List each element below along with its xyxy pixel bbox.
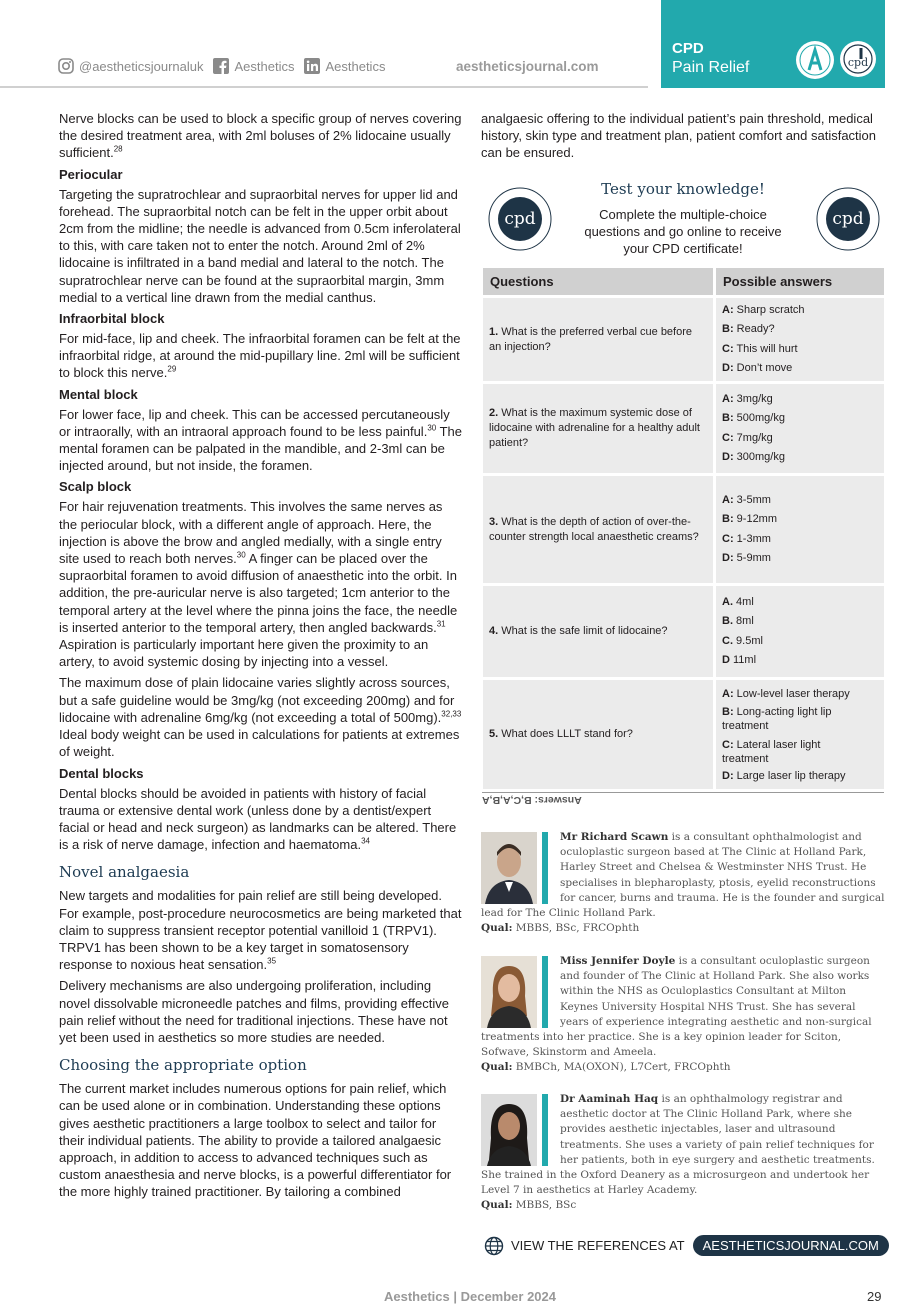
answers-cell: [716, 677, 884, 789]
section-banner: [661, 0, 885, 88]
heading-choosing: Choosing the appropriate option: [59, 1056, 307, 1075]
answer-option: A: Low-level laser therapy: [722, 688, 850, 700]
answer-option: D 11ml: [722, 654, 757, 666]
answer-option: D: Don’t move: [722, 362, 793, 374]
answer-option: A: Sharp scratch: [722, 303, 805, 316]
seal-text: cpd: [832, 209, 864, 229]
paragraph: Dental blocks should be avoided in patients with history of facial trauma or extensive dental work (unless done by a dentist/expert facial or head and neck surgeon) as landmarks can be altered. There is a risk of nerve damage, infection and haematoma.$^{34}$: [59, 785, 457, 853]
footer-magazine: Aesthetics | December 2024: [383, 1289, 556, 1304]
references-url[interactable]: AESTHETICSJOURNAL.COM: [693, 1235, 889, 1256]
avatar: [481, 956, 537, 1028]
paragraph: Targeting the supratrochlear and supraorbital nerves for upper lid and forehead. The supraorbital notch can be felt in the upper orbit about 2cm from the midline; the needle is advanced from 0.5cm inferolateral to this, with care taken not to enter the notch. Around 2ml of 2% lidocaine is infiltrated in a band medial and lateral to the notch. The supratrochlear nerve can be found at the supraorbital margin, 3mm medial to a vertical line drawn from the medial canthus.: [59, 186, 461, 305]
subheading-dental: Dental blocks: [59, 765, 144, 781]
table-row: [483, 295, 884, 381]
author-bio: [481, 830, 885, 936]
page-number: 29: [867, 1289, 882, 1304]
approved-seal-icon: [795, 40, 835, 80]
quiz-title: Test your knowledge!: [601, 180, 765, 198]
answers-cell: [716, 295, 884, 381]
answer-option: C: Lateral laser light treatment: [722, 738, 821, 765]
instagram-icon: [58, 58, 74, 74]
header-divider: [0, 86, 648, 88]
answer-option: A. 4ml: [722, 595, 754, 608]
table-row: [483, 677, 884, 789]
paragraph: Delivery mechanisms are also undergoing proliferation, including novel dissolvable microneedle patches and films, providing effective pain relief without the need for traditional injections. These have not yet been used in aesthetics so more studies are needed.: [59, 978, 449, 1045]
question-cell: 2. What is the maximum systemic dose of lidocaine with adrenaline for a healthy adult patient?: [483, 381, 716, 473]
qual-label: Qual:: [481, 1061, 513, 1074]
author-name: Mr Richard Scawn: [560, 831, 669, 843]
author-description: is a consultant oculoplastic surgeon and founder of The Clinic at Holland Park. She also works within the NHS as Oculoplastics Consultant at Milton Keynes University Hospital NHS Trust. She has several years of experience integrating aesthetic and non-surgical treatments into her practice. She is a key opinion leader for Sciton, Sofwave, Skinstorm and Ameela.: [481, 955, 872, 1059]
subheading-infraorbital: Infraorbital block: [59, 311, 165, 327]
author-name: Miss Jennifer Doyle: [560, 955, 676, 967]
author-description: is an ophthalmology registrar and aesthetic doctor at The Clinic Holland Park, where she provides aesthetic injectables, laser and ultrasound treatments. She uses a variety of pain relief techniques for her patients, both in eye surgery and aesthetic treatments. She trained in the Oxford Deanery as a microsurgeon and undertook her Level 7 in aesthetics at Harley Academy.: [481, 1093, 875, 1197]
paragraph: The maximum dose of plain lidocaine varies slightly across sources, but a safe guideline would be 3mg/kg (not exceeding 200mg) and for lidocaine with adrenaline 6mg/kg (not exceeding a total of 500mg).$^{32,33}$ Ideal body weight can be used in calculations for patients at extremes of weight.: [59, 675, 462, 760]
answers-cell: [716, 381, 884, 473]
answer-option: D: Large laser lip therapy: [722, 769, 846, 782]
seal-text: cpd: [847, 56, 869, 69]
paragraph: For lower face, lip and cheek. This can be accessed percutaneously or intraorally, with an intraoral approach found to be less painful.$^{30}$ The mental foramen can be palpated in the mandible, and 2-3ml can be injected around, but not inside, the foramen.: [59, 406, 462, 474]
answer-option: B. 8ml: [722, 615, 754, 627]
answer-option: B: 500mg/kg: [722, 412, 785, 424]
answer-option: D: 300mg/kg: [722, 451, 785, 463]
answer-option: B: 9-12mm: [722, 513, 778, 525]
subheading-mental: Mental block: [59, 386, 138, 402]
author-qualifications: BMBCh, MA(OXON), L7Cert, FRCOphth: [512, 1061, 731, 1074]
table-row: [483, 583, 884, 677]
paragraph: Nerve blocks can be used to block a specific group of nerves covering the desired treatment area, with 2ml boluses of 2% lidocaine usually sufficient.$^{28}$: [59, 111, 462, 161]
instagram-handle: @aestheticsjournaluk: [79, 58, 204, 74]
author-name: Dr Aaminah Haq: [560, 1093, 659, 1105]
answer-option: C: This will hurt: [722, 342, 798, 355]
answer-option: C. 9.5ml: [722, 634, 763, 647]
social-links: [58, 58, 395, 74]
quiz-subtitle: Complete the multiple-choice questions and go online to receive your CPD certificate!: [584, 207, 782, 256]
left-column: [59, 110, 463, 1205]
paragraph: New targets and modalities for pain relief are still being developed. For example, post-procedure neurocosmetics are being marketed that claim to suppress transient receptor potential vanilloid 1 (TRPV1). TRPV1 has been shown to be a key target in somatosensory response to noxious heat sensation.$^{35}$: [59, 888, 462, 973]
avatar: [481, 832, 537, 904]
answers-cell: [716, 473, 884, 583]
cpd-point-seal-icon: [839, 40, 877, 78]
answers-cell: [716, 583, 884, 677]
table-row: [483, 473, 884, 583]
linkedin-link[interactable]: [304, 58, 385, 74]
answer-option: C: 1-3mm: [722, 532, 771, 545]
facebook-link[interactable]: [213, 58, 294, 74]
answer-option: C: 7mg/kg: [722, 431, 773, 444]
accent-bar: [542, 1094, 548, 1166]
paragraph: For mid-face, lip and cheek. The infraorbital foramen can be felt at the infraorbital ridge, at around the mid-pupillary line. 2ml will be sufficient to block this nerve.$^{29}$: [59, 331, 461, 381]
table-row: [483, 381, 884, 473]
answer-option: A: 3-5mm: [722, 493, 771, 506]
quiz-table: [483, 268, 884, 789]
globe-icon: [484, 1236, 504, 1256]
references-link[interactable]: [484, 1235, 889, 1256]
paragraph: The current market includes numerous options for pain relief, which can be used alone or in combination. Understanding these options gives aesthetic practitioners a large toolbox to select and tailor for their individual patients. The ability to provide a tailored analgaesic approach, in addition to access to advanced techniques such as custom anaesthesia and nerve blocks, is a powerful differentiator for the more highly trained practitioner. By tailoring a combined: [59, 1081, 452, 1200]
quiz-answers: Answers: B,C,A,B,A: [482, 792, 884, 806]
question-cell: 4. What is the safe limit of lidocaine?: [483, 583, 716, 677]
author-qualifications: MBBS, BSc: [512, 1199, 577, 1212]
author-description: is a consultant ophthalmologist and oculoplastic surgeon based at The Clinic at Holland Park, Harley Street and Chelsea & Westminster NHS Trust. He specialises in blepharoplasty, ptosis, eyelid reconstructions for cancer, burns and trauma. He is the founder and surgical lead for The Clinic Holland Park.: [481, 831, 885, 920]
references-label: VIEW THE REFERENCES AT: [511, 1238, 685, 1253]
facebook-icon: [213, 58, 229, 74]
col-header-questions: Questions: [483, 268, 716, 295]
qual-label: Qual:: [481, 922, 513, 935]
accent-bar: [542, 956, 548, 1028]
question-cell: 1. What is the preferred verbal cue before an injection?: [483, 295, 716, 381]
author-bio: [481, 954, 885, 1076]
cpd-accredited-seal-icon: [815, 186, 881, 252]
question-cell: 3. What is the depth of action of over-the-counter strength local anaesthetic creams?: [483, 473, 716, 583]
qual-label: Qual:: [481, 1199, 513, 1212]
instagram-link[interactable]: [58, 58, 203, 74]
subheading-scalp: Scalp block: [59, 479, 132, 495]
answer-option: B: Long-acting light lip treatment: [722, 705, 832, 732]
author-bio: [481, 1092, 885, 1214]
section-label: CPD: [672, 40, 704, 57]
facebook-name: Aesthetics: [234, 58, 295, 74]
linkedin-name: Aesthetics: [325, 58, 386, 74]
linkedin-icon: [304, 58, 320, 74]
col-header-answers: Possible answers: [716, 268, 884, 295]
answer-option: B: Ready?: [722, 323, 775, 335]
answer-option: A: 3mg/kg: [722, 392, 773, 405]
heading-novel: Novel analgaesia: [59, 863, 190, 882]
paragraph: For hair rejuvenation treatments. This involves the same nerves as the periocular block, with a different angle of approach. Here, the injection is above the brow and angled medially, with a single entry site used to reach both nerves.$^{30}$ A finger can be placed over the supraorbital foramen to avoid diffusion of anaesthetic into the orbit. In addition, the pre-auricular nerve is also targeted; 1cm anterior to the temporal artery at the level where the pinna joins the face, the needle is inserted anterior to the temporal artery, then angled backwards.$^{31}$ Aspiration is particularly important here given the proximity to an artery, to avoid systemic dosing by injecting into a vessel.: [59, 499, 458, 670]
answer-option: D: 5-9mm: [722, 552, 771, 564]
avatar: [481, 1094, 537, 1166]
subheading-periocular: Periocular: [59, 166, 123, 182]
website-link[interactable]: aestheticsjournal.com: [456, 59, 599, 74]
section-topic: Pain Relief: [672, 59, 750, 76]
right-intro: analgaesic offering to the individual patient’s pain threshold, medical history, skin type and treatment plan, patient comfort and satisfaction can be ensured.: [481, 111, 877, 161]
seal-text: cpd: [504, 209, 536, 229]
quiz-header: [481, 178, 885, 262]
question-cell: 5. What does LLLT stand for?: [483, 677, 716, 789]
accent-bar: [542, 832, 548, 904]
author-qualifications: MBBS, BSc, FRCOphth: [512, 922, 640, 935]
